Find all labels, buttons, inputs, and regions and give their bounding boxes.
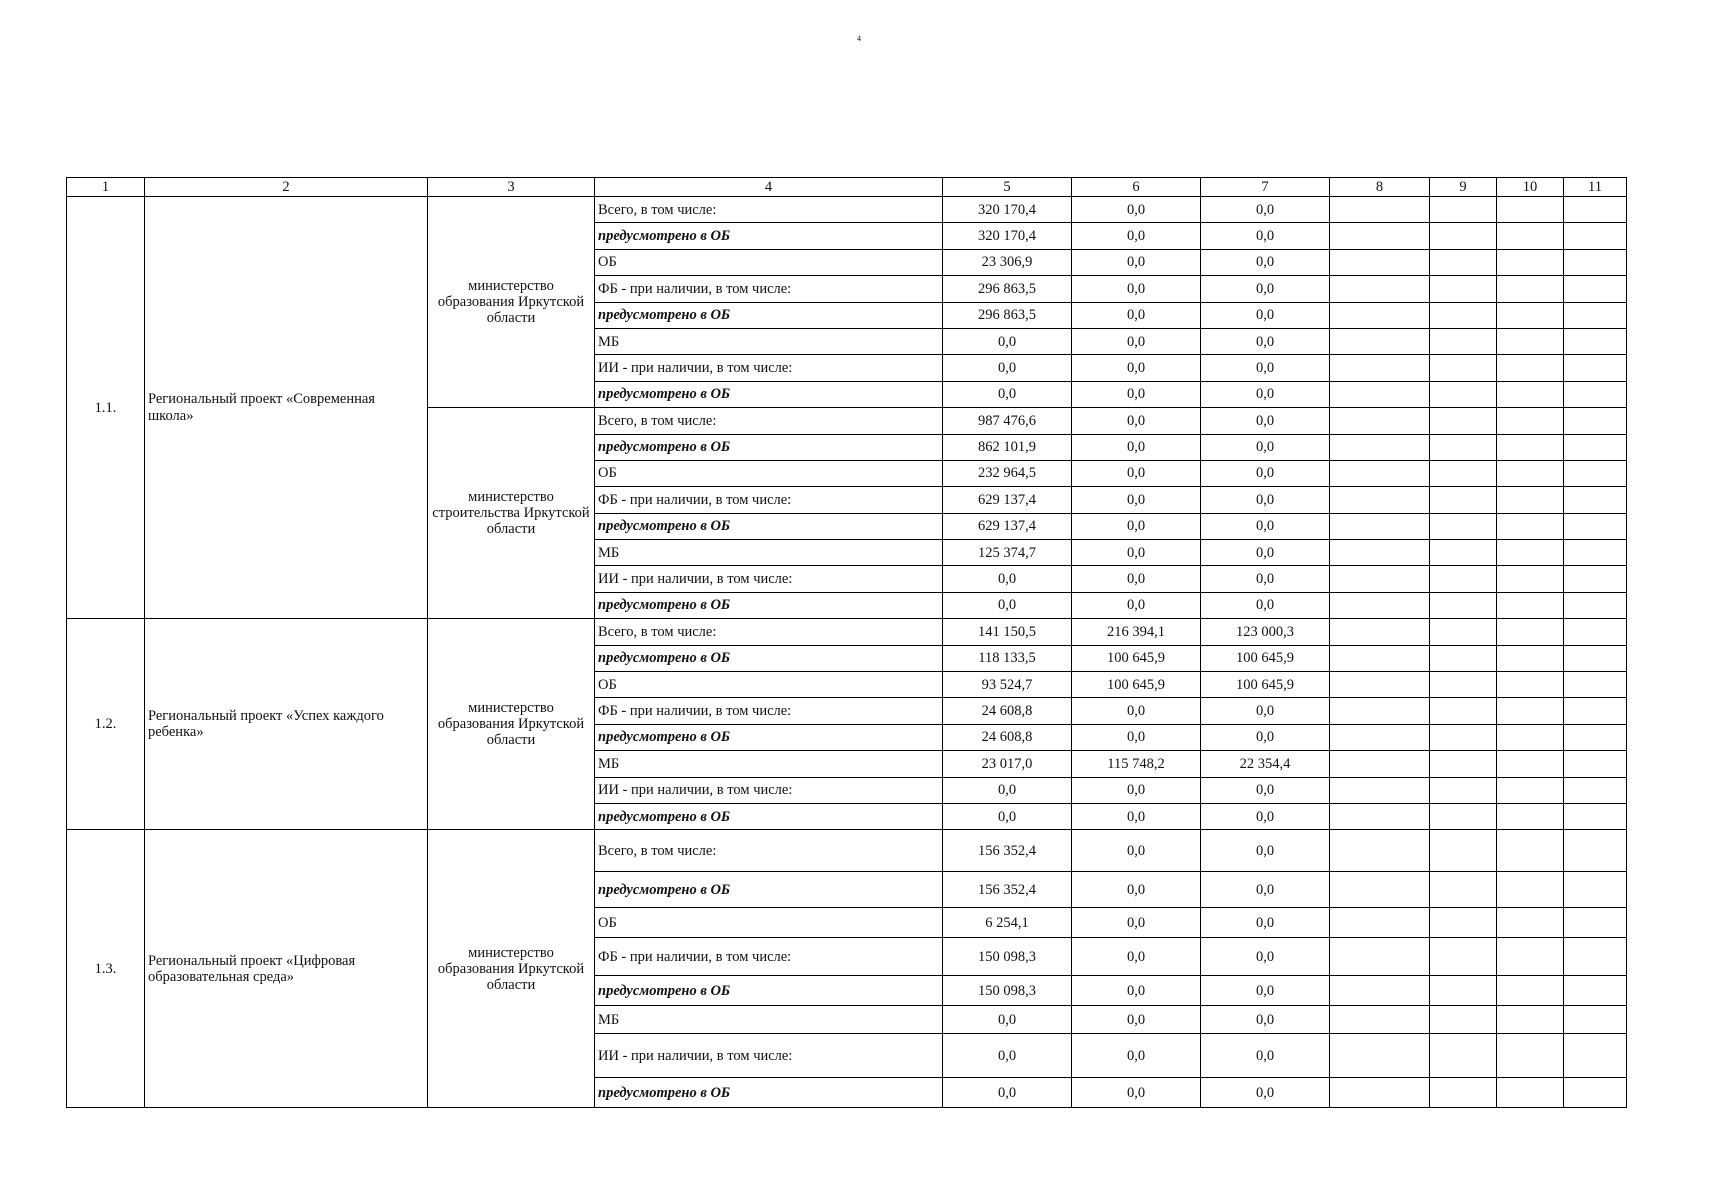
amount-cell-5: 23 306,9 [943,249,1072,275]
empty-cell-9 [1430,698,1497,724]
item-code: 1.2. [67,619,145,830]
amount-cell-7: 22 354,4 [1201,751,1330,777]
empty-cell-8 [1330,1034,1430,1078]
amount-cell-5: 93 524,7 [943,672,1072,698]
item-code: 1.3. [67,830,145,1108]
amount-cell-5: 23 017,0 [943,751,1072,777]
empty-cell-10 [1497,803,1564,829]
amount-cell-5: 232 964,5 [943,460,1072,486]
empty-cell-9 [1430,1006,1497,1034]
empty-cell-8 [1330,355,1430,381]
empty-cell-10 [1497,223,1564,249]
empty-cell-11 [1564,872,1627,908]
empty-cell-11 [1564,645,1627,671]
amount-cell-6: 0,0 [1072,434,1201,460]
empty-cell-9 [1430,381,1497,407]
amount-cell-6: 0,0 [1072,540,1201,566]
amount-cell-6: 100 645,9 [1072,645,1201,671]
funding-source: ФБ - при наличии, в том числе: [595,938,943,976]
empty-cell-8 [1330,566,1430,592]
amount-cell-7: 0,0 [1201,540,1330,566]
amount-cell-7: 100 645,9 [1201,672,1330,698]
column-header: 2 [145,178,428,197]
empty-cell-8 [1330,276,1430,302]
project-name: Региональный проект «Успех каждого ребенка» [145,619,428,830]
funding-source: предусмотрено в ОБ [595,872,943,908]
amount-cell-7: 0,0 [1201,938,1330,976]
empty-cell-11 [1564,249,1627,275]
responsible-executor: министерство образования Иркутской области [428,830,595,1108]
amount-cell-5: 0,0 [943,777,1072,803]
empty-cell-11 [1564,830,1627,872]
empty-cell-11 [1564,487,1627,513]
empty-cell-8 [1330,645,1430,671]
amount-cell-7: 0,0 [1201,1006,1330,1034]
table-row [67,619,1627,645]
amount-cell-5: 862 101,9 [943,434,1072,460]
amount-cell-5: 24 608,8 [943,724,1072,750]
amount-cell-5: 0,0 [943,803,1072,829]
amount-cell-7: 0,0 [1201,513,1330,539]
amount-cell-7: 0,0 [1201,434,1330,460]
funding-source: МБ [595,540,943,566]
column-number-row [67,178,1627,197]
empty-cell-9 [1430,355,1497,381]
amount-cell-5: 987 476,6 [943,408,1072,434]
empty-cell-11 [1564,698,1627,724]
amount-cell-6: 0,0 [1072,976,1201,1006]
responsible-executor: министерство образования Иркутской области [428,619,595,830]
amount-cell-5: 141 150,5 [943,619,1072,645]
amount-cell-6: 100 645,9 [1072,672,1201,698]
empty-cell-11 [1564,460,1627,486]
funding-source: ИИ - при наличии, в том числе: [595,777,943,803]
empty-cell-11 [1564,1034,1627,1078]
empty-cell-9 [1430,302,1497,328]
empty-cell-11 [1564,381,1627,407]
empty-cell-8 [1330,460,1430,486]
empty-cell-11 [1564,1006,1627,1034]
empty-cell-10 [1497,540,1564,566]
empty-cell-8 [1330,976,1430,1006]
empty-cell-9 [1430,540,1497,566]
empty-cell-10 [1497,381,1564,407]
empty-cell-11 [1564,672,1627,698]
empty-cell-10 [1497,328,1564,354]
empty-cell-11 [1564,751,1627,777]
funding-source: ФБ - при наличии, в том числе: [595,276,943,302]
amount-cell-6: 0,0 [1072,698,1201,724]
amount-cell-6: 0,0 [1072,566,1201,592]
empty-cell-8 [1330,513,1430,539]
empty-cell-10 [1497,872,1564,908]
empty-cell-8 [1330,908,1430,938]
empty-cell-11 [1564,540,1627,566]
amount-cell-7: 0,0 [1201,223,1330,249]
amount-cell-5: 118 133,5 [943,645,1072,671]
empty-cell-8 [1330,381,1430,407]
amount-cell-5: 156 352,4 [943,830,1072,872]
empty-cell-9 [1430,408,1497,434]
amount-cell-6: 216 394,1 [1072,619,1201,645]
empty-cell-8 [1330,249,1430,275]
empty-cell-10 [1497,1034,1564,1078]
table-body [67,197,1627,1108]
amount-cell-6: 0,0 [1072,724,1201,750]
table-row [67,830,1627,872]
amount-cell-5: 629 137,4 [943,513,1072,539]
column-header: 6 [1072,178,1201,197]
empty-cell-9 [1430,872,1497,908]
funding-source: ФБ - при наличии, в том числе: [595,698,943,724]
amount-cell-7: 0,0 [1201,381,1330,407]
amount-cell-7: 123 000,3 [1201,619,1330,645]
funding-source: ФБ - при наличии, в том числе: [595,487,943,513]
column-header: 8 [1330,178,1430,197]
amount-cell-7: 0,0 [1201,872,1330,908]
empty-cell-11 [1564,302,1627,328]
empty-cell-11 [1564,1078,1627,1108]
empty-cell-10 [1497,724,1564,750]
empty-cell-10 [1497,434,1564,460]
empty-cell-8 [1330,592,1430,618]
empty-cell-9 [1430,197,1497,223]
empty-cell-9 [1430,830,1497,872]
funding-source: предусмотрено в ОБ [595,302,943,328]
funding-source: предусмотрено в ОБ [595,645,943,671]
amount-cell-7: 0,0 [1201,908,1330,938]
amount-cell-6: 115 748,2 [1072,751,1201,777]
column-header: 10 [1497,178,1564,197]
funding-source: Всего, в том числе: [595,197,943,223]
empty-cell-11 [1564,908,1627,938]
funding-source: предусмотрено в ОБ [595,381,943,407]
empty-cell-11 [1564,938,1627,976]
amount-cell-7: 0,0 [1201,487,1330,513]
empty-cell-9 [1430,672,1497,698]
empty-cell-11 [1564,566,1627,592]
amount-cell-7: 0,0 [1201,830,1330,872]
empty-cell-10 [1497,1006,1564,1034]
column-header: 9 [1430,178,1497,197]
amount-cell-6: 0,0 [1072,872,1201,908]
amount-cell-7: 0,0 [1201,724,1330,750]
empty-cell-8 [1330,328,1430,354]
empty-cell-9 [1430,566,1497,592]
funding-source: предусмотрено в ОБ [595,592,943,618]
amount-cell-5: 0,0 [943,1006,1072,1034]
empty-cell-9 [1430,803,1497,829]
empty-cell-11 [1564,355,1627,381]
amount-cell-6: 0,0 [1072,276,1201,302]
amount-cell-7: 0,0 [1201,328,1330,354]
amount-cell-6: 0,0 [1072,1034,1201,1078]
column-header: 11 [1564,178,1627,197]
empty-cell-9 [1430,276,1497,302]
funding-source: Всего, в том числе: [595,619,943,645]
funding-source: ИИ - при наличии, в том числе: [595,566,943,592]
amount-cell-7: 0,0 [1201,1034,1330,1078]
funding-source: ОБ [595,672,943,698]
empty-cell-10 [1497,751,1564,777]
empty-cell-11 [1564,408,1627,434]
empty-cell-11 [1564,513,1627,539]
amount-cell-5: 0,0 [943,1034,1072,1078]
funding-source: Всего, в том числе: [595,830,943,872]
empty-cell-8 [1330,803,1430,829]
amount-cell-5: 320 170,4 [943,223,1072,249]
amount-cell-6: 0,0 [1072,513,1201,539]
amount-cell-5: 629 137,4 [943,487,1072,513]
page-number: 4 [857,34,861,43]
funding-source: МБ [595,328,943,354]
table-row [67,197,1627,223]
amount-cell-7: 0,0 [1201,276,1330,302]
responsible-executor: министерство строительства Иркутской области [428,408,595,619]
amount-cell-6: 0,0 [1072,908,1201,938]
funding-source: предусмотрено в ОБ [595,803,943,829]
amount-cell-5: 125 374,7 [943,540,1072,566]
empty-cell-11 [1564,223,1627,249]
funding-source: МБ [595,1006,943,1034]
empty-cell-8 [1330,619,1430,645]
amount-cell-7: 0,0 [1201,460,1330,486]
amount-cell-5: 0,0 [943,381,1072,407]
amount-cell-7: 0,0 [1201,302,1330,328]
amount-cell-6: 0,0 [1072,249,1201,275]
empty-cell-11 [1564,434,1627,460]
amount-cell-6: 0,0 [1072,223,1201,249]
funding-source: предусмотрено в ОБ [595,1078,943,1108]
funding-source: МБ [595,751,943,777]
empty-cell-11 [1564,197,1627,223]
empty-cell-10 [1497,566,1564,592]
amount-cell-6: 0,0 [1072,1078,1201,1108]
column-header: 3 [428,178,595,197]
empty-cell-8 [1330,830,1430,872]
funding-source: ОБ [595,460,943,486]
project-name: Региональный проект «Современная школа» [145,197,428,619]
empty-cell-9 [1430,976,1497,1006]
amount-cell-6: 0,0 [1072,830,1201,872]
amount-cell-7: 0,0 [1201,592,1330,618]
empty-cell-10 [1497,302,1564,328]
empty-cell-8 [1330,698,1430,724]
empty-cell-8 [1330,540,1430,566]
funding-source: ИИ - при наличии, в том числе: [595,355,943,381]
amount-cell-6: 0,0 [1072,355,1201,381]
amount-cell-7: 0,0 [1201,249,1330,275]
amount-cell-5: 0,0 [943,592,1072,618]
amount-cell-7: 0,0 [1201,1078,1330,1108]
empty-cell-9 [1430,619,1497,645]
funding-source: предусмотрено в ОБ [595,513,943,539]
funding-source: ИИ - при наличии, в том числе: [595,1034,943,1078]
empty-cell-10 [1497,249,1564,275]
empty-cell-8 [1330,487,1430,513]
amount-cell-6: 0,0 [1072,592,1201,618]
empty-cell-11 [1564,276,1627,302]
amount-cell-7: 0,0 [1201,197,1330,223]
empty-cell-10 [1497,777,1564,803]
empty-cell-9 [1430,1078,1497,1108]
empty-cell-8 [1330,751,1430,777]
amount-cell-5: 0,0 [943,355,1072,381]
empty-cell-9 [1430,724,1497,750]
empty-cell-8 [1330,434,1430,460]
empty-cell-9 [1430,592,1497,618]
empty-cell-10 [1497,619,1564,645]
amount-cell-7: 0,0 [1201,777,1330,803]
empty-cell-8 [1330,1078,1430,1108]
amount-cell-5: 6 254,1 [943,908,1072,938]
column-header: 7 [1201,178,1330,197]
amount-cell-6: 0,0 [1072,777,1201,803]
empty-cell-10 [1497,1078,1564,1108]
funding-source: предусмотрено в ОБ [595,434,943,460]
amount-cell-7: 0,0 [1201,803,1330,829]
budget-table [66,177,1627,1108]
empty-cell-11 [1564,592,1627,618]
amount-cell-5: 296 863,5 [943,276,1072,302]
empty-cell-9 [1430,751,1497,777]
funding-source: ОБ [595,908,943,938]
amount-cell-6: 0,0 [1072,328,1201,354]
empty-cell-10 [1497,197,1564,223]
empty-cell-10 [1497,908,1564,938]
responsible-executor: министерство образования Иркутской области [428,197,595,408]
empty-cell-10 [1497,408,1564,434]
empty-cell-9 [1430,513,1497,539]
amount-cell-7: 0,0 [1201,408,1330,434]
funding-source: предусмотрено в ОБ [595,976,943,1006]
item-code: 1.1. [67,197,145,619]
project-name: Региональный проект «Цифровая образовательная среда» [145,830,428,1108]
empty-cell-9 [1430,938,1497,976]
empty-cell-10 [1497,645,1564,671]
empty-cell-8 [1330,872,1430,908]
empty-cell-11 [1564,976,1627,1006]
amount-cell-6: 0,0 [1072,803,1201,829]
amount-cell-6: 0,0 [1072,460,1201,486]
amount-cell-5: 320 170,4 [943,197,1072,223]
empty-cell-8 [1330,408,1430,434]
amount-cell-7: 100 645,9 [1201,645,1330,671]
empty-cell-10 [1497,355,1564,381]
empty-cell-9 [1430,908,1497,938]
empty-cell-10 [1497,460,1564,486]
column-header: 5 [943,178,1072,197]
empty-cell-8 [1330,302,1430,328]
amount-cell-6: 0,0 [1072,197,1201,223]
empty-cell-10 [1497,938,1564,976]
empty-cell-9 [1430,249,1497,275]
column-header: 1 [67,178,145,197]
empty-cell-8 [1330,1006,1430,1034]
funding-source: ОБ [595,249,943,275]
empty-cell-10 [1497,592,1564,618]
empty-cell-8 [1330,672,1430,698]
amount-cell-5: 0,0 [943,1078,1072,1108]
amount-cell-6: 0,0 [1072,302,1201,328]
amount-cell-5: 156 352,4 [943,872,1072,908]
empty-cell-10 [1497,830,1564,872]
funding-source: предусмотрено в ОБ [595,724,943,750]
empty-cell-8 [1330,777,1430,803]
amount-cell-7: 0,0 [1201,566,1330,592]
amount-cell-5: 0,0 [943,328,1072,354]
amount-cell-7: 0,0 [1201,976,1330,1006]
empty-cell-10 [1497,276,1564,302]
funding-source: Всего, в том числе: [595,408,943,434]
empty-cell-10 [1497,976,1564,1006]
column-header: 4 [595,178,943,197]
empty-cell-11 [1564,724,1627,750]
empty-cell-8 [1330,938,1430,976]
empty-cell-10 [1497,487,1564,513]
amount-cell-7: 0,0 [1201,698,1330,724]
funding-source: предусмотрено в ОБ [595,223,943,249]
empty-cell-9 [1430,487,1497,513]
empty-cell-9 [1430,434,1497,460]
amount-cell-5: 24 608,8 [943,698,1072,724]
amount-cell-5: 296 863,5 [943,302,1072,328]
empty-cell-8 [1330,223,1430,249]
empty-cell-9 [1430,1034,1497,1078]
amount-cell-6: 0,0 [1072,487,1201,513]
empty-cell-9 [1430,645,1497,671]
empty-cell-11 [1564,803,1627,829]
empty-cell-8 [1330,724,1430,750]
empty-cell-9 [1430,460,1497,486]
amount-cell-7: 0,0 [1201,355,1330,381]
amount-cell-5: 150 098,3 [943,938,1072,976]
amount-cell-6: 0,0 [1072,408,1201,434]
empty-cell-10 [1497,672,1564,698]
amount-cell-6: 0,0 [1072,1006,1201,1034]
empty-cell-9 [1430,328,1497,354]
empty-cell-11 [1564,777,1627,803]
amount-cell-6: 0,0 [1072,938,1201,976]
empty-cell-10 [1497,698,1564,724]
empty-cell-9 [1430,223,1497,249]
amount-cell-5: 0,0 [943,566,1072,592]
empty-cell-11 [1564,619,1627,645]
amount-cell-5: 150 098,3 [943,976,1072,1006]
empty-cell-11 [1564,328,1627,354]
empty-cell-10 [1497,513,1564,539]
empty-cell-9 [1430,777,1497,803]
empty-cell-8 [1330,197,1430,223]
amount-cell-6: 0,0 [1072,381,1201,407]
